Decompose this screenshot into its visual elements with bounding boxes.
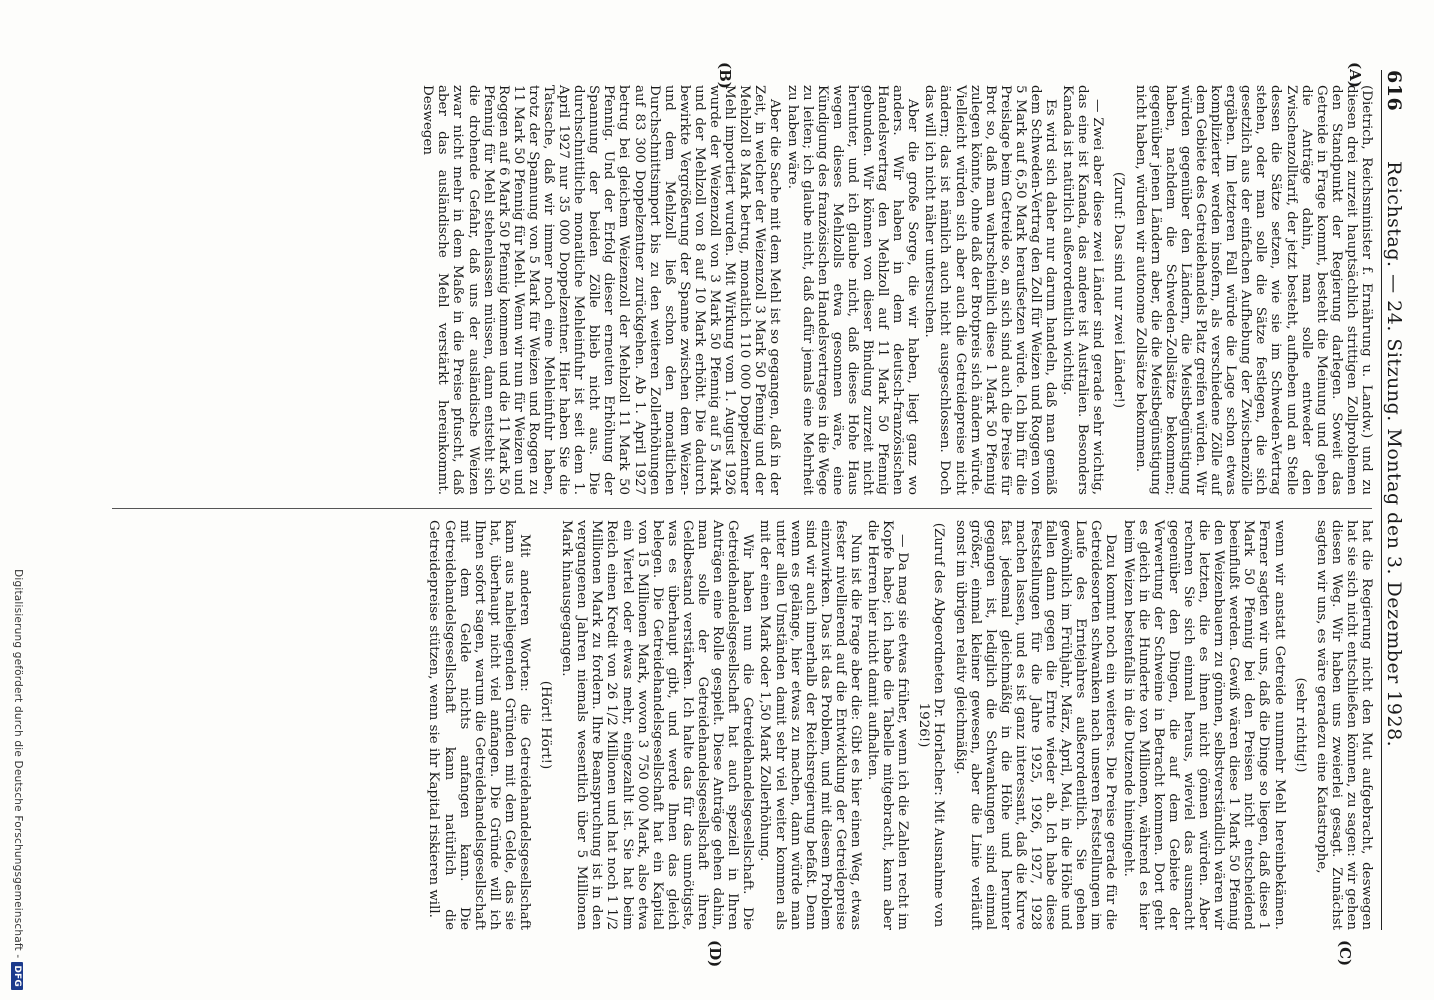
page-header	[1381, 70, 1406, 930]
left-text-column	[124, 85, 1374, 495]
paragraph: Aber die große Sorge, die wir haben, liegt ganz wo anders. Wir haben in dem deutsch-französischen Handelsvertrag den Mehlzoll auf 11 Mark 50 Pfennig gebunden. Wir können von dieser Bindung zurzeit nicht herunter, und ich glaube nicht, daß dieses Hohe Haus wegen dieses Mehlzolls etwa gesonnen wäre, eine Kündigung des französischen Handelsvertrages in die Wege zu leiten; ich glaube nicht, daß dafür jemals eine Mehrheit zu haben wäre.	[784, 85, 921, 495]
margin-marker-a: (A)	[1346, 62, 1364, 88]
paragraph: — Da mag sie etwas früher, wenn ich die Zahlen recht im Kopfe habe; ich habe die Tabelle mitgebracht, kann aber die Herren hier nicht damit aufhalten.	[865, 520, 911, 930]
column-divider	[112, 508, 1372, 509]
paragraph: Wir haben nun die Getreidehandelsgesellschaft. Die Getreidehandelsgesellschaft hat auch speziell in Ihren Anträgen eine Rolle gespielt. Diese Anträge gehen dahin, man solle der Getreidehandelsgesellschaft ihren Geldbestand verstärken. Ich halte das für das unnötigste, was es überhaupt gibt, und werde Ihnen das gleich belegen. Die Getreidehandelsgesellschaft hat ein Kapital von 15 Millionen Mark, wovon 3 750 000 Mark, also etwa ein Viertel oder etwas mehr, eingezahlt ist. Sie hat beim Reich einen Kredit von 26 1/2 Millionen und hat noch 1 1/2 Millionen Mark zu fordern. Ihre Beanspruchung ist in den vergangenen Jahren niemals wesentlich über 5 Millionen Mark hinausgegangen.	[559, 520, 756, 930]
paragraph: (Dietrich, Reichsminister f. Ernährung u. Landw.) und zu diesen drei zurzeit hauptsächlich strittigen Zollproblemen den Standpunkt der Regierung darlegen. Soweit das Getreide in Frage kommt, besteht die Meinung und gehen die Anträge dahin, man solle entweder den Zwischenzolltarif, der jetzt besteht, aufheben und an Stelle dessen die Sätze setzen, wie sie im Schweden-Vertrag stehen, oder man solle die Sätze festlegen, die sich gesetzlich aus der einfachen Aufhebung der Zwischenzölle ergäben. Im letzteren Fall würde die Lage schon etwas komplizierter werden insofern, als verschiedene Zölle auf dem Gebiete des Getreidehandels Platz greifen würden. Wir würden gegenüber den Ländern, die Meistbegünstigung haben, nachdem die Schweden-Zollsätze bekommen; gegenüber jenen Ländern aber, die die Meistbegünstigung nicht haben, würden wir autonome Zollsätze bekommen.	[1132, 85, 1374, 495]
paragraph: — Zwei aber diese zwei Länder sind gerade sehr wichtig, das eine ist Kanada, das andere ist Australien. Besonders Kanada ist natürlich außerordentlich wichtig.	[1060, 85, 1106, 495]
interjection: (Zuruf des Abgeordneten Dr. Horlacher: Mit Ausnahme von 1926!)	[916, 522, 947, 928]
dfg-logo: DFG	[11, 962, 23, 990]
paragraph: hat die Regierung nicht den Mut aufgebracht, deswegen hat sie sich nicht entschließen können, zu sagen: wir gehen diesen Weg. Wir haben uns zweierlei gesagt. Zunächst sagten wir uns, es wäre geradezu eine Katastrophe,	[1313, 520, 1374, 930]
interjection: (Zuruf: Das sind nur zwei Länder!)	[1111, 171, 1127, 409]
paragraph: Dazu kommt noch ein weiteres. Die Preise gerade für die Getreidesorten schwanken nach unseren Feststellungen im Laufe des Erntejahres außerordentlich. Sie gehen gewöhnlich im Frühjahr, März, April, Mai, in die Höhe und fallen dann gegen die Ernte wieder ab. Ich habe diese Feststellungen für die Jahre 1925, 1926, 1927, 1928 machen lassen, und es ist ganz interessant, daß die Kurve fast jedesmal gleichmäßig in die Höhe und herunter gegangen ist, lediglich die Schwankungen sind einmal größer, einmal kleiner gewesen, aber die Linie verläuft sonst im übrigen relativ gleichmäßig.	[952, 520, 1119, 930]
credit-text: Digitalisierung gefördert durch die Deutsche Forschungsgemeinschaft -	[12, 569, 24, 959]
page-number: 616	[1383, 70, 1405, 112]
right-text-column	[124, 520, 1374, 930]
digitization-credit	[11, 30, 24, 990]
margin-marker-b: (B)	[716, 62, 734, 89]
interjection: (sehr richtig!)	[1292, 677, 1308, 773]
running-title: Reichstag. — 24. Sitzung. Montag den 3. Dezember 1928.	[1383, 161, 1405, 748]
margin-marker-d: (D)	[706, 940, 724, 968]
paragraph: Nun ist die Frage aber die: Gibt es hier einen Weg, etwas fester nivellierend auf die Entwicklung der Getreidepreise einzuwirken. Das ist das Problem, und mit diesem Problem sind wir auch innerhalb der Reichsregierung befaßt. Denn wenn es gelänge, hier etwas zu machen, dann würde man unter allen Umständen damit sehr viel weiter kommen als mit der einen Mark oder 1,50 Mark Zollerhöhung.	[757, 520, 863, 930]
interjection: (Hört! Hört!)	[538, 680, 554, 770]
paragraph: Mit anderen Worten: die Getreidehandelsgesellschaft kann aus naheliegenden Gründen mit dem Gelde, das sie hat, überhaupt nicht viel anfangen. Die Gründe will ich Ihnen sofort sagen, warum die Getreidehandelsgesellschaft mit dem Gelde nichts anfangen kann. Die Getreidehandelsgesellschaft kann natürlich die Getreidepreise stützen, wenn sie ihr Kapital riskieren will.	[426, 520, 533, 930]
paragraph: wenn wir anstatt Getreide nunmehr Mehl hereinbekämen. Ferner sagten wir uns, daß die Dinge so liegen, daß diese 1 Mark 50 Pfennig bei den Preisen nicht entscheidend beeinflußt werden. Gewiß wären diese 1 Mark 50 Pfennig den Weizenbauern zu gönnen, selbstverständlich wären wir die letzten, die es ihnen nicht gönnen würden. Aber rechnen Sie sich einmal heraus, wieviel das ausmacht gegenüber den Dingen, die auf dem Gebiete der Verwertung der Schweine in Betracht kommen. Dort geht es gleich in die Hunderte von Millionen, während es hier beim Weizen bestenfalls in die Dutzende hineingeht.	[1120, 520, 1287, 930]
paragraph: Aber die Sache mit dem Mehl ist so gegangen, daß in der Zeit, in welcher der Weizenzoll 3 Mark 50 Pfennig und der Mehlzoll 8 Mark betrug, monatlich 110 000 Doppelzentner Mehl importiert wurden. Mit Wirkung vom 1. August 1926 wurde der Weizenzoll von 3 Mark 50 Pfennig auf 5 Mark und der Mehlzoll von 8 auf 10 Mark erhöht. Die dadurch bewirkte Vergrößerung der Spanne zwischen dem Weizen- und dem Mehlzoll ließ schon den monatlichen Durchschnittsimport bis zu den weiteren Zollerhöhungen auf 83 300 Doppelzentner zurückgehen. Ab 1. April 1927 betrug bei gleichem Weizenzoll der Mehlzoll 11 Mark 50 Pfennig. Und der Erfolg dieser erneuten Erhöhung der Spannung der beiden Zölle blieb nicht aus. Die durchschnittliche monatliche Mehleinfuhr ist seit dem 1. April 1927 nur 35 000 Doppelzentner. Hier haben Sie die Tatsache, daß wir immer noch eine Mehleinfuhr haben, trotz der Spannung von 5 Mark für Weizen und Roggen zu 11 Mark 50 Pfennig für Mehl. Wenn wir nun für Weizen und Roggen auf 6 Mark 50 Pfennig kommen und die 11 Mark 50 Pfennig für Mehl stehenlassen müssen, dann entsteht sich die drohende Gefahr, daß uns der ausländische Weizen zwar nicht mehr in dem Maße in die Preise pfuscht, daß aber das ausländische Mehl verstärkt hereinkommt. Deswegen	[420, 85, 783, 495]
margin-marker-c: (C)	[1336, 940, 1354, 967]
paragraph: Es wird sich daher nur darum handeln, daß man gemäß dem Schweden-Vertrag den Zoll für Weizen und Roggen von 5 Mark auf 6,50 Mark heraufsetzen würde. Ich bin für die Preislage beim Getreide so, an sich sind auch die Preise für Brot so, daß man wahrscheinlich diese 1 Mark 50 Pfennig zulegen könnte, ohne daß der Brotpreis sich ändern würde. Vielleicht würden sich aber auch die Getreidepreise nicht ändern; das ist nämlich auch nicht ausgeschlossen. Doch das will ich nicht näher untersuchen.	[922, 85, 1059, 495]
